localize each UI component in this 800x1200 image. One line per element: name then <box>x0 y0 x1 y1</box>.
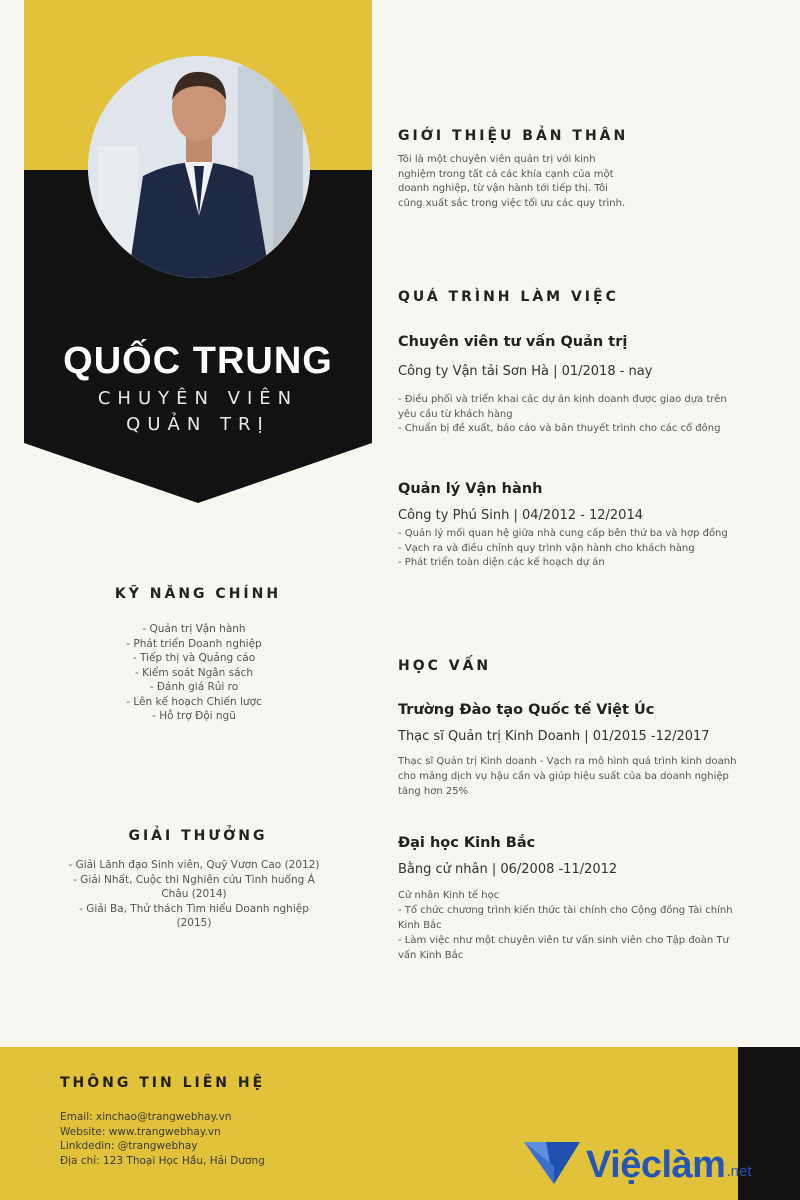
job-bullet: - Quản lý mối quan hệ giữa nhà cung cấp bên thứ ba và hợp đồng <box>398 528 728 539</box>
job-bullet: - Vạch ra và điều chỉnh quy trình vận hành cho khách hàng <box>398 542 695 554</box>
experience-heading: QUÁ TRÌNH LÀM VIỆC <box>398 289 619 305</box>
brand-text: Việclàm <box>586 1144 726 1186</box>
job-bullets <box>398 393 738 437</box>
about-text: Tôi là một chuyên viên quản trị với kinh nghiệm trong tất cả các khía cạnh của một doanh nghiệp, từ vận hành tới tiếp thị. Tôi cũng xuất sắc trong việc tối ưu các quy trình. <box>398 154 626 209</box>
skill-item: - Lên kế hoạch Chiến lược <box>126 695 262 708</box>
school-description-line: - Tổ chức chương trình kiến thức tài chính cho Cộng đồng Tài chính Kinh Bắc <box>398 905 733 931</box>
contact-email: Email: xinchao@trangwebhay.vn <box>60 1111 232 1123</box>
award-item: - Giải Nhất, Cuộc thi Nghiên cứu Tình huống Á Châu (2014) <box>73 873 315 900</box>
brand-logo-icon <box>524 1140 580 1186</box>
school-description-line: Thạc sĩ Quản trị Kinh doanh - Vạch ra mô hình quá trình kinh doanh cho mảng dịch vụ hậu cần và giúp hiệu suất của ba doanh nghiệp tăng hơn 25% <box>398 756 737 797</box>
school-description-line: - Làm việc như một chuyên viên tư vấn sinh viên cho Tập đoàn Tư vấn Kinh Bắc <box>398 935 729 961</box>
contact-linkedin: Linkdedin: @trangwebhay <box>60 1140 198 1152</box>
profile-photo <box>88 56 310 278</box>
awards-heading: GIẢI THƯỞNG <box>128 828 268 844</box>
job-company: Công ty Phú Sinh | 04/2012 - 12/2014 <box>398 508 643 523</box>
skill-item: - Kiểm soát Ngân sách <box>134 666 254 679</box>
skill-item: - Phát triển Doanh nghiệp <box>126 637 262 650</box>
profile-title-line: QUẢN TRỊ <box>126 414 270 435</box>
awards-list <box>62 858 326 931</box>
education-heading: HỌC VẤN <box>398 658 492 674</box>
contact-website: Website: www.trangwebhay.vn <box>60 1125 221 1138</box>
brand-watermark <box>524 1136 752 1186</box>
profile-title-line: CHUYÊN VIÊN <box>97 388 299 409</box>
skill-item: - Hỗ trợ Đội ngũ <box>152 710 236 722</box>
job-bullets <box>398 527 728 571</box>
job-role: Quản lý Vận hành <box>398 481 543 497</box>
skill-item: - Quản trị Vận hành <box>142 623 246 635</box>
school-name: Đại học Kinh Bắc <box>398 835 536 851</box>
school-description <box>398 754 748 799</box>
school-name: Trường Đào tạo Quốc tế Việt Úc <box>398 702 655 718</box>
contact-heading: THÔNG TIN LIÊN HỆ <box>60 1075 266 1091</box>
profile-title <box>80 386 316 438</box>
contact-list <box>60 1110 265 1168</box>
job-role: Chuyên viên tư vấn Quản trị <box>398 334 628 350</box>
award-item: - Giải Ba, Thử thách Tìm hiểu Doanh nghiệp (2015) <box>79 902 309 929</box>
about-heading: GIỚI THIỆU BẢN THÂN <box>398 128 629 144</box>
school-description <box>398 888 738 963</box>
skill-item: - Tiếp thị và Quảng cáo <box>132 652 256 664</box>
profile-name: QUỐC TRUNG <box>63 340 333 382</box>
school-degree: Bằng cử nhân | 06/2008 -11/2012 <box>398 862 618 877</box>
skill-item: - Đánh giá Rủi ro <box>149 681 239 693</box>
contact-address: Địa chỉ: 123 Thoại Học Hầu, Hải Dương <box>60 1154 265 1167</box>
school-degree: Thạc sĩ Quản trị Kinh Doanh | 01/2015 -12/2017 <box>398 729 710 744</box>
job-bullet: - Phát triển toàn diện các kế hoạch dự án <box>398 557 605 568</box>
award-item: - Giải Lãnh đạo Sinh viên, Quỹ Vươn Cao (2012) <box>68 859 320 871</box>
skills-list <box>44 622 344 724</box>
skills-heading: KỸ NĂNG CHÍNH <box>114 586 282 602</box>
school-description-line: Cử nhân Kinh tế học <box>398 890 500 901</box>
job-bullet: - Điều phối và triển khai các dự án kinh doanh được giao dựa trên yêu cầu từ khách hàng <box>398 394 727 420</box>
brand-tld: .net <box>726 1163 752 1180</box>
job-company: Công ty Vận tải Sơn Hà | 01/2018 - nay <box>398 364 653 379</box>
job-bullet: - Chuẩn bị đề xuất, báo cáo và bản thuyết trình cho các cổ đông <box>398 423 721 434</box>
